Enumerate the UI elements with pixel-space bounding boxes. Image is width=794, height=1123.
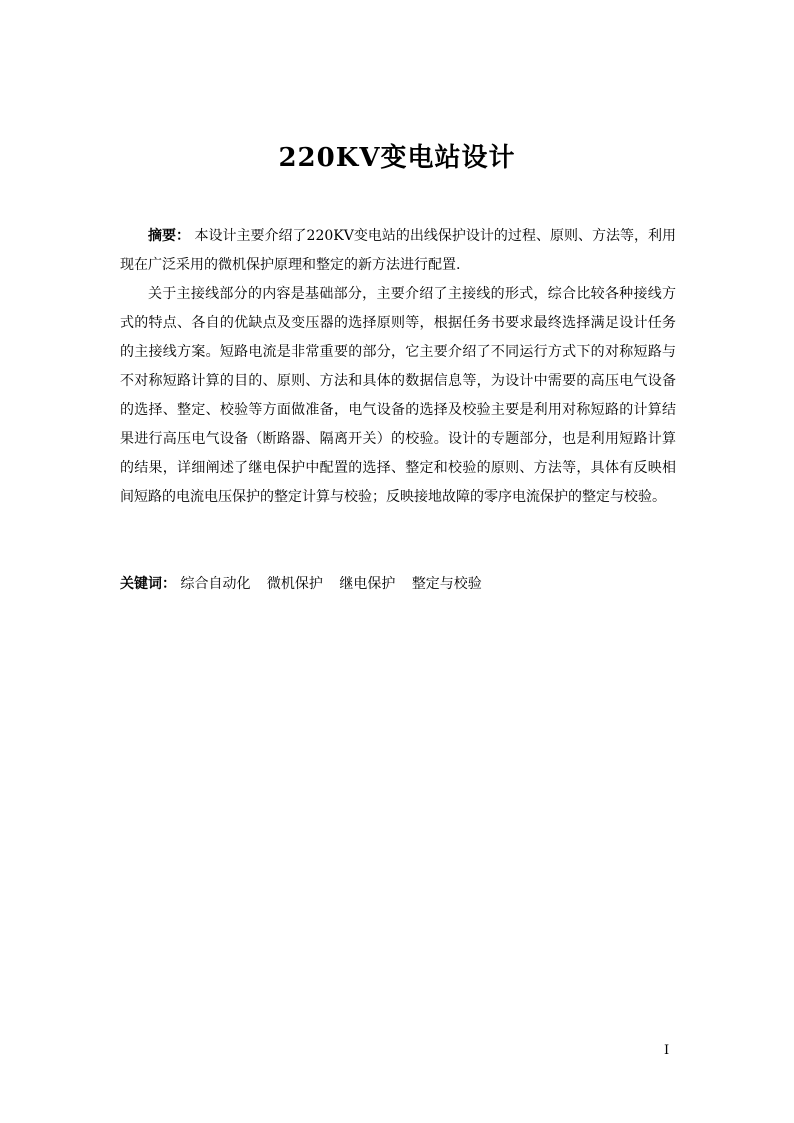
main-body-paragraph: 关于主接线部分的内容是基础部分，主要介绍了主接线的形式，综合比较各种接线方式的特点、各自的优缺点及变压器的选择原则等，根据任务书要求最终选择满足设计任务的主接线方案。短路电流是非常重要的部分，它主要介绍了不同运行方式下的对称短路与不对称短路计算的目的、原则、方法和具体的数据信息等，为设计中需要的高压电气设备的选择、整定、校验等方面做准备，电气设备的选择及校验主要是利用对称短路的计算结果进行高压电气设备（断路器、隔离开关）的校验。设计的专题部分，也是利用短路计算的结果，详细阐述了继电保护中配置的选择、整定和校验的原则、方法等，具体有反映相间短路的电流电压保护的整定计算与校验；反映接地故障的零序电流保护的整定与校验。: [120, 286, 676, 505]
keyword-item: 整定与校验: [411, 576, 482, 592]
keywords-section: [120, 570, 676, 598]
document-title: 220KV变电站设计: [278, 143, 516, 173]
keyword-item: 继电保护: [339, 576, 396, 592]
abstract-paragraph: [120, 222, 676, 280]
keyword-item: 微机保护: [266, 576, 323, 592]
abstract-label: 摘要：: [148, 228, 191, 244]
keywords-label: 关键词：: [120, 576, 176, 592]
keyword-item: 综合自动化: [180, 576, 251, 592]
page-number: I: [664, 1043, 670, 1058]
abstract-section: [120, 222, 676, 512]
abstract-text: 本设计主要介绍了220KV变电站的出线保护设计的过程、原则、方法等，利用现在广泛采用的微机保护原理和整定的新方法进行配置.: [120, 228, 677, 273]
